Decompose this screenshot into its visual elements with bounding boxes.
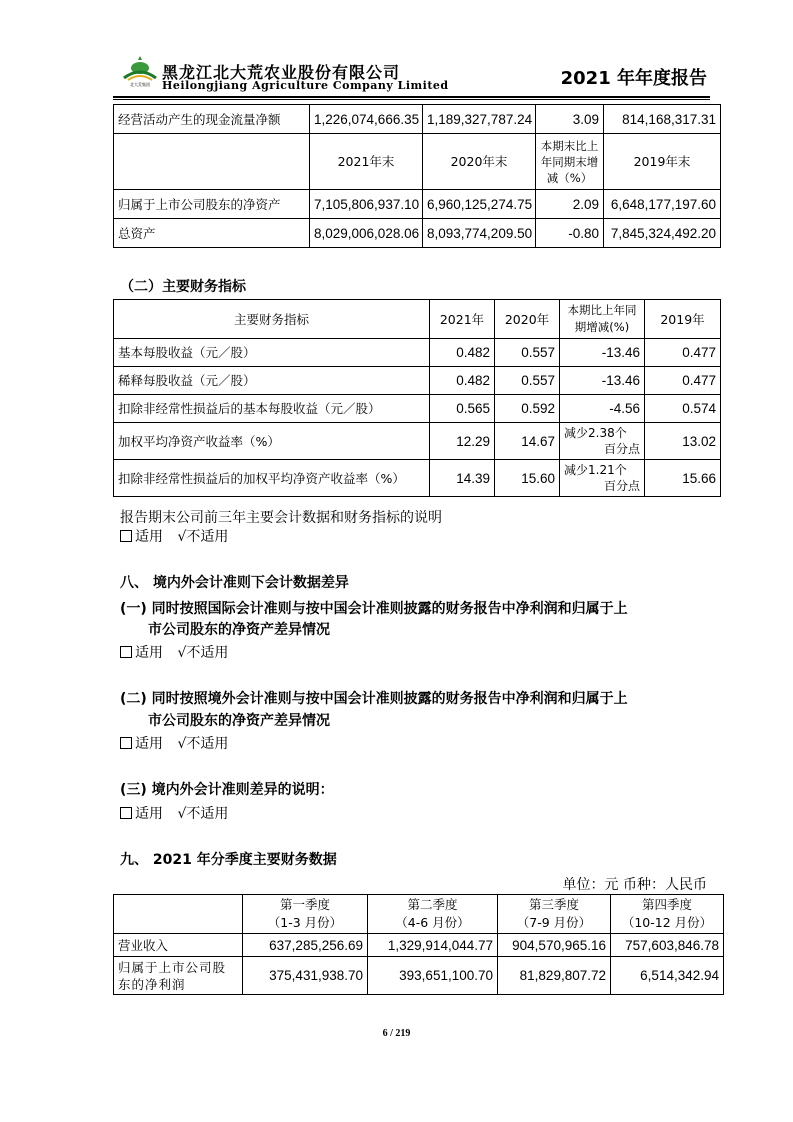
table-row <box>114 934 724 957</box>
value-2019: 0.477 <box>645 367 721 395</box>
unit-currency-label: 单位：元 币种：人民币 <box>562 877 707 893</box>
value-2021: 7,105,806,937.10 <box>310 190 423 219</box>
row-label: 营业收入 <box>114 934 243 957</box>
value-2020: 8,093,774,209.50 <box>423 219 536 248</box>
header-2019-end: 2019年末 <box>604 134 721 190</box>
header-2019: 2019年 <box>645 300 721 339</box>
header-rule <box>113 96 710 98</box>
change-line-2: 百分点 <box>603 479 640 493</box>
change-line-1: 减少2.38个 <box>564 426 627 440</box>
company-name-en: Heilongjiang Agriculture Company Limited <box>162 79 449 92</box>
q2-label: 第二季度 <box>407 897 458 912</box>
accounting-data-table <box>113 104 721 248</box>
logo-caption: 北大荒集团 <box>130 82 150 87</box>
row-label: 经营活动产生的现金流量净额 <box>114 105 310 134</box>
header-q1 <box>243 895 368 934</box>
value-change: 3.09 <box>536 105 604 134</box>
value-q3: 904,570,965.16 <box>498 934 611 957</box>
q3-months: （7-9 月份） <box>516 915 592 930</box>
option-group-1 <box>120 526 228 546</box>
value-change: 2.09 <box>536 190 604 219</box>
option-group-2 <box>120 642 228 662</box>
q3-label: 第三季度 <box>528 897 579 912</box>
option-not-applicable: √不适用 <box>177 736 229 752</box>
table-row <box>114 460 721 497</box>
company-logo <box>120 54 160 88</box>
value-q2: 1,329,914,044.77 <box>368 934 498 957</box>
row-label: 归属于上市公司股东的净资产 <box>114 190 310 219</box>
header-change: 本期比上年同期增减(%) <box>560 300 645 339</box>
row-label: 基本每股收益（元／股） <box>114 339 430 367</box>
table-header-row <box>114 895 724 934</box>
value-2020: 6,960,125,274.75 <box>423 190 536 219</box>
empty-cell <box>114 895 243 934</box>
report-title: 2021 年年度报告 <box>560 68 707 89</box>
value-change <box>560 423 645 460</box>
q4-months: （10-12 月份） <box>621 915 713 930</box>
company-name-cn: 黑龙江北大荒农业股份有限公司 <box>162 63 401 82</box>
header-2020: 2020年 <box>495 300 560 339</box>
section-8-sub1-line2: 市公司股东的净资产差异情况 <box>148 622 330 638</box>
option-not-applicable: √不适用 <box>177 645 229 661</box>
table-row <box>114 105 721 134</box>
table-header-row <box>114 300 721 339</box>
value-change: -13.46 <box>560 339 645 367</box>
option-group-4 <box>120 803 228 823</box>
value-2021: 0.565 <box>430 395 495 423</box>
option-applicable: 适用 <box>135 645 163 661</box>
financial-indicators-table <box>113 299 721 497</box>
value-q1: 637,285,256.69 <box>243 934 368 957</box>
header-rule-thin <box>113 99 710 100</box>
checkbox-applicable <box>120 530 132 542</box>
row-label: 扣除非经常性损益后的加权平均净资产收益率（%） <box>114 460 430 497</box>
table-row <box>114 190 721 219</box>
q1-months: （1-3 月份） <box>267 915 343 930</box>
option-applicable: 适用 <box>135 529 163 545</box>
value-change: -13.46 <box>560 367 645 395</box>
row-label: 加权平均净资产收益率（%） <box>114 423 430 460</box>
header-q2 <box>368 895 498 934</box>
q2-months: （4-6 月份） <box>395 915 470 930</box>
option-not-applicable: √不适用 <box>177 806 229 822</box>
value-2020: 1,189,327,787.24 <box>423 105 536 134</box>
value-q3: 81,829,807.72 <box>498 957 611 995</box>
table-row <box>114 367 721 395</box>
section-8-sub1-line1: (一) 同时按照国际会计准则与按中国会计准则披露的财务报告中净利润和归属于上 <box>120 601 628 617</box>
value-2020: 0.592 <box>495 395 560 423</box>
checkbox-applicable <box>120 807 132 819</box>
table-row <box>114 219 721 248</box>
change-line-1: 减少1.21个 <box>564 463 627 477</box>
header-indicator: 主要财务指标 <box>114 300 430 339</box>
table-row <box>114 423 721 460</box>
indicator-note: 报告期末公司前三年主要会计数据和财务指标的说明 <box>120 510 442 526</box>
option-group-3 <box>120 733 228 753</box>
value-2019: 6,648,177,197.60 <box>604 190 721 219</box>
value-2021: 8,029,006,028.06 <box>310 219 423 248</box>
value-2019: 0.574 <box>645 395 721 423</box>
header-q3 <box>498 895 611 934</box>
value-2021: 14.39 <box>430 460 495 497</box>
row-label: 归属于上市公司股东的净利润 <box>114 957 243 995</box>
row-label: 扣除非经常性损益后的基本每股收益（元／股） <box>114 395 430 423</box>
section-8-title: 八、 境内外会计准则下会计数据差异 <box>120 575 349 591</box>
empty-cell <box>114 134 310 190</box>
value-change: -4.56 <box>560 395 645 423</box>
quarterly-data-table <box>113 894 724 995</box>
table-row <box>114 395 721 423</box>
value-2020: 0.557 <box>495 367 560 395</box>
option-not-applicable: √不适用 <box>177 529 229 545</box>
value-q4: 6,514,342.94 <box>611 957 724 995</box>
value-change <box>560 460 645 497</box>
q1-label: 第一季度 <box>279 897 330 912</box>
section-8-sub3: (三) 境内外会计准则差异的说明： <box>120 782 334 798</box>
value-2021: 1,226,074,666.35 <box>310 105 423 134</box>
value-2019: 15.66 <box>645 460 721 497</box>
value-2019: 7,845,324,492.20 <box>604 219 721 248</box>
header-change: 本期末比上年同期末增减（%） <box>536 134 604 190</box>
header-q4 <box>611 895 724 934</box>
value-2021: 12.29 <box>430 423 495 460</box>
header-2020-end: 2020年末 <box>423 134 536 190</box>
header-2021: 2021年 <box>430 300 495 339</box>
value-q4: 757,603,846.78 <box>611 934 724 957</box>
header-2021-end: 2021年末 <box>310 134 423 190</box>
value-q2: 393,651,100.70 <box>368 957 498 995</box>
checkbox-applicable <box>120 646 132 658</box>
table-row <box>114 339 721 367</box>
section-2-title: （二）主要财务指标 <box>120 279 246 295</box>
q4-label: 第四季度 <box>641 897 692 912</box>
value-2020: 15.60 <box>495 460 560 497</box>
value-2019: 13.02 <box>645 423 721 460</box>
section-8-sub2-line2: 市公司股东的净资产差异情况 <box>148 713 330 729</box>
table-row <box>114 957 724 995</box>
row-label: 总资产 <box>114 219 310 248</box>
option-applicable: 适用 <box>135 736 163 752</box>
table-header-row <box>114 134 721 190</box>
value-2021: 0.482 <box>430 367 495 395</box>
value-2020: 14.67 <box>495 423 560 460</box>
value-2020: 0.557 <box>495 339 560 367</box>
row-label: 稀释每股收益（元／股） <box>114 367 430 395</box>
value-2019: 0.477 <box>645 339 721 367</box>
section-8-sub2-line1: (二) 同时按照境外会计准则与按中国会计准则披露的财务报告中净利润和归属于上 <box>120 691 628 707</box>
checkbox-applicable <box>120 737 132 749</box>
section-9-title: 九、 2021 年分季度主要财务数据 <box>120 852 337 868</box>
value-q1: 375,431,938.70 <box>243 957 368 995</box>
value-2021: 0.482 <box>430 339 495 367</box>
change-line-2: 百分点 <box>603 442 640 456</box>
value-change: -0.80 <box>536 219 604 248</box>
value-2019: 814,168,317.31 <box>604 105 721 134</box>
option-applicable: 适用 <box>135 806 163 822</box>
page-number: 6 / 219 <box>382 1028 411 1039</box>
